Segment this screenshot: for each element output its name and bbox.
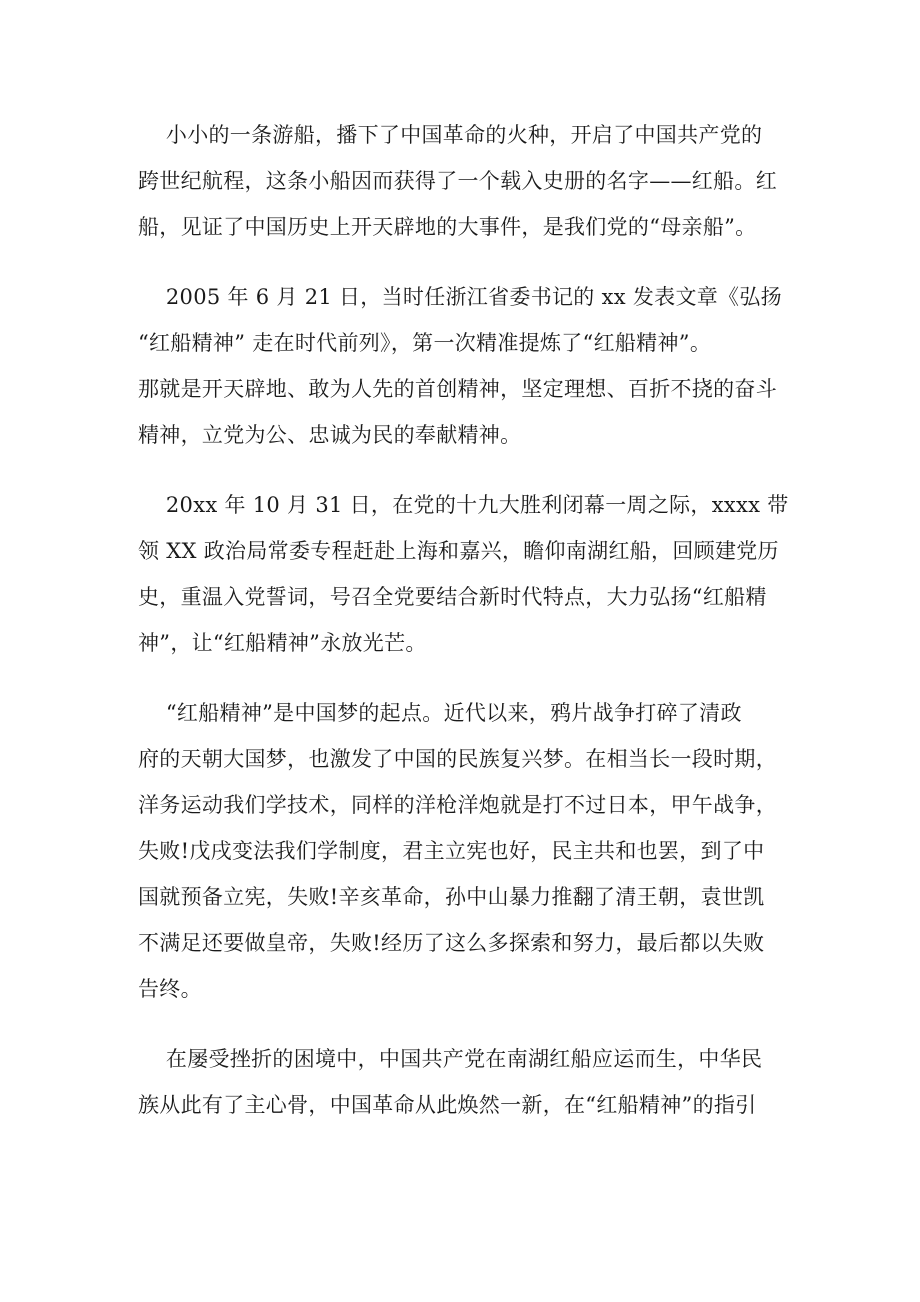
text-line: 20xx 年 10 月 31 日，在党的十九大胜利闭幕一周之际，xxxx 带 <box>138 493 789 517</box>
text-line: 洋务运动我们学技术，同样的洋枪洋炮就是打不过日本，甲午战争， <box>138 793 777 817</box>
text-line: “红船精神”是中国梦的起点。近代以来，鸦片战争打碎了清政 <box>138 701 742 725</box>
text-line: 2005 年 6 月 21 日，当时任浙江省委书记的 xx 发表文章《弘扬 <box>138 285 782 309</box>
text-line: 跨世纪航程，这条小船因而获得了一个载入史册的名字——红船。红 <box>138 169 777 193</box>
paragraph-china-dream-origin <box>138 690 780 1012</box>
article-body <box>138 112 789 1128</box>
paragraph-red-boat-intro <box>138 112 780 250</box>
text-line: 告终。 <box>138 977 202 1001</box>
text-line: 族从此有了主心骨，中国革命从此焕然一新，在“红船精神”的指引 <box>138 1093 757 1117</box>
text-line: 府的天朝大国梦，也激发了中国的民族复兴梦。在相当长一段时期， <box>138 747 777 771</box>
text-line: 小小的一条游船，播下了中国革命的火种，开启了中国共产党的 <box>138 123 763 147</box>
text-line: “红船精神” 走在时代前列》，第一次精准提炼了“红船精神”。 <box>138 331 712 355</box>
paragraph-party-founding <box>138 1036 780 1128</box>
paragraph-visit-south-lake <box>138 482 789 666</box>
text-line: 不满足还要做皇帝，失败!经历了这么多探索和努力，最后都以失败 <box>138 931 765 955</box>
text-line: 船，见证了中国历史上开天辟地的大事件，是我们党的“母亲船”。 <box>138 215 757 239</box>
text-line: 国就预备立宪，失败!辛亥革命，孙中山暴力推翻了清王朝，袁世凯 <box>138 885 765 909</box>
text-line: 精神，立党为公、忠诚为民的奉献精神。 <box>138 423 522 447</box>
text-line: 那就是开天辟地、敢为人先的首创精神，坚定理想、百折不挠的奋斗 <box>138 377 777 401</box>
text-line: 失败!戊戌变法我们学制度，君主立宪也好，民主共和也罢，到了中 <box>138 839 765 863</box>
text-line: 领 XX 政治局常委专程赶赴上海和嘉兴，瞻仰南湖红船，回顾建党历 <box>138 539 779 563</box>
text-line: 神”，让“红船精神”永放光芒。 <box>138 631 427 655</box>
paragraph-red-boat-spirit-definition <box>138 274 780 458</box>
text-line: 史，重温入党誓词，号召全党要结合新时代特点，大力弘扬“红船精 <box>138 585 767 609</box>
text-line: 在屡受挫折的困境中，中国共产党在南湖红船应运而生，中华民 <box>138 1047 763 1071</box>
